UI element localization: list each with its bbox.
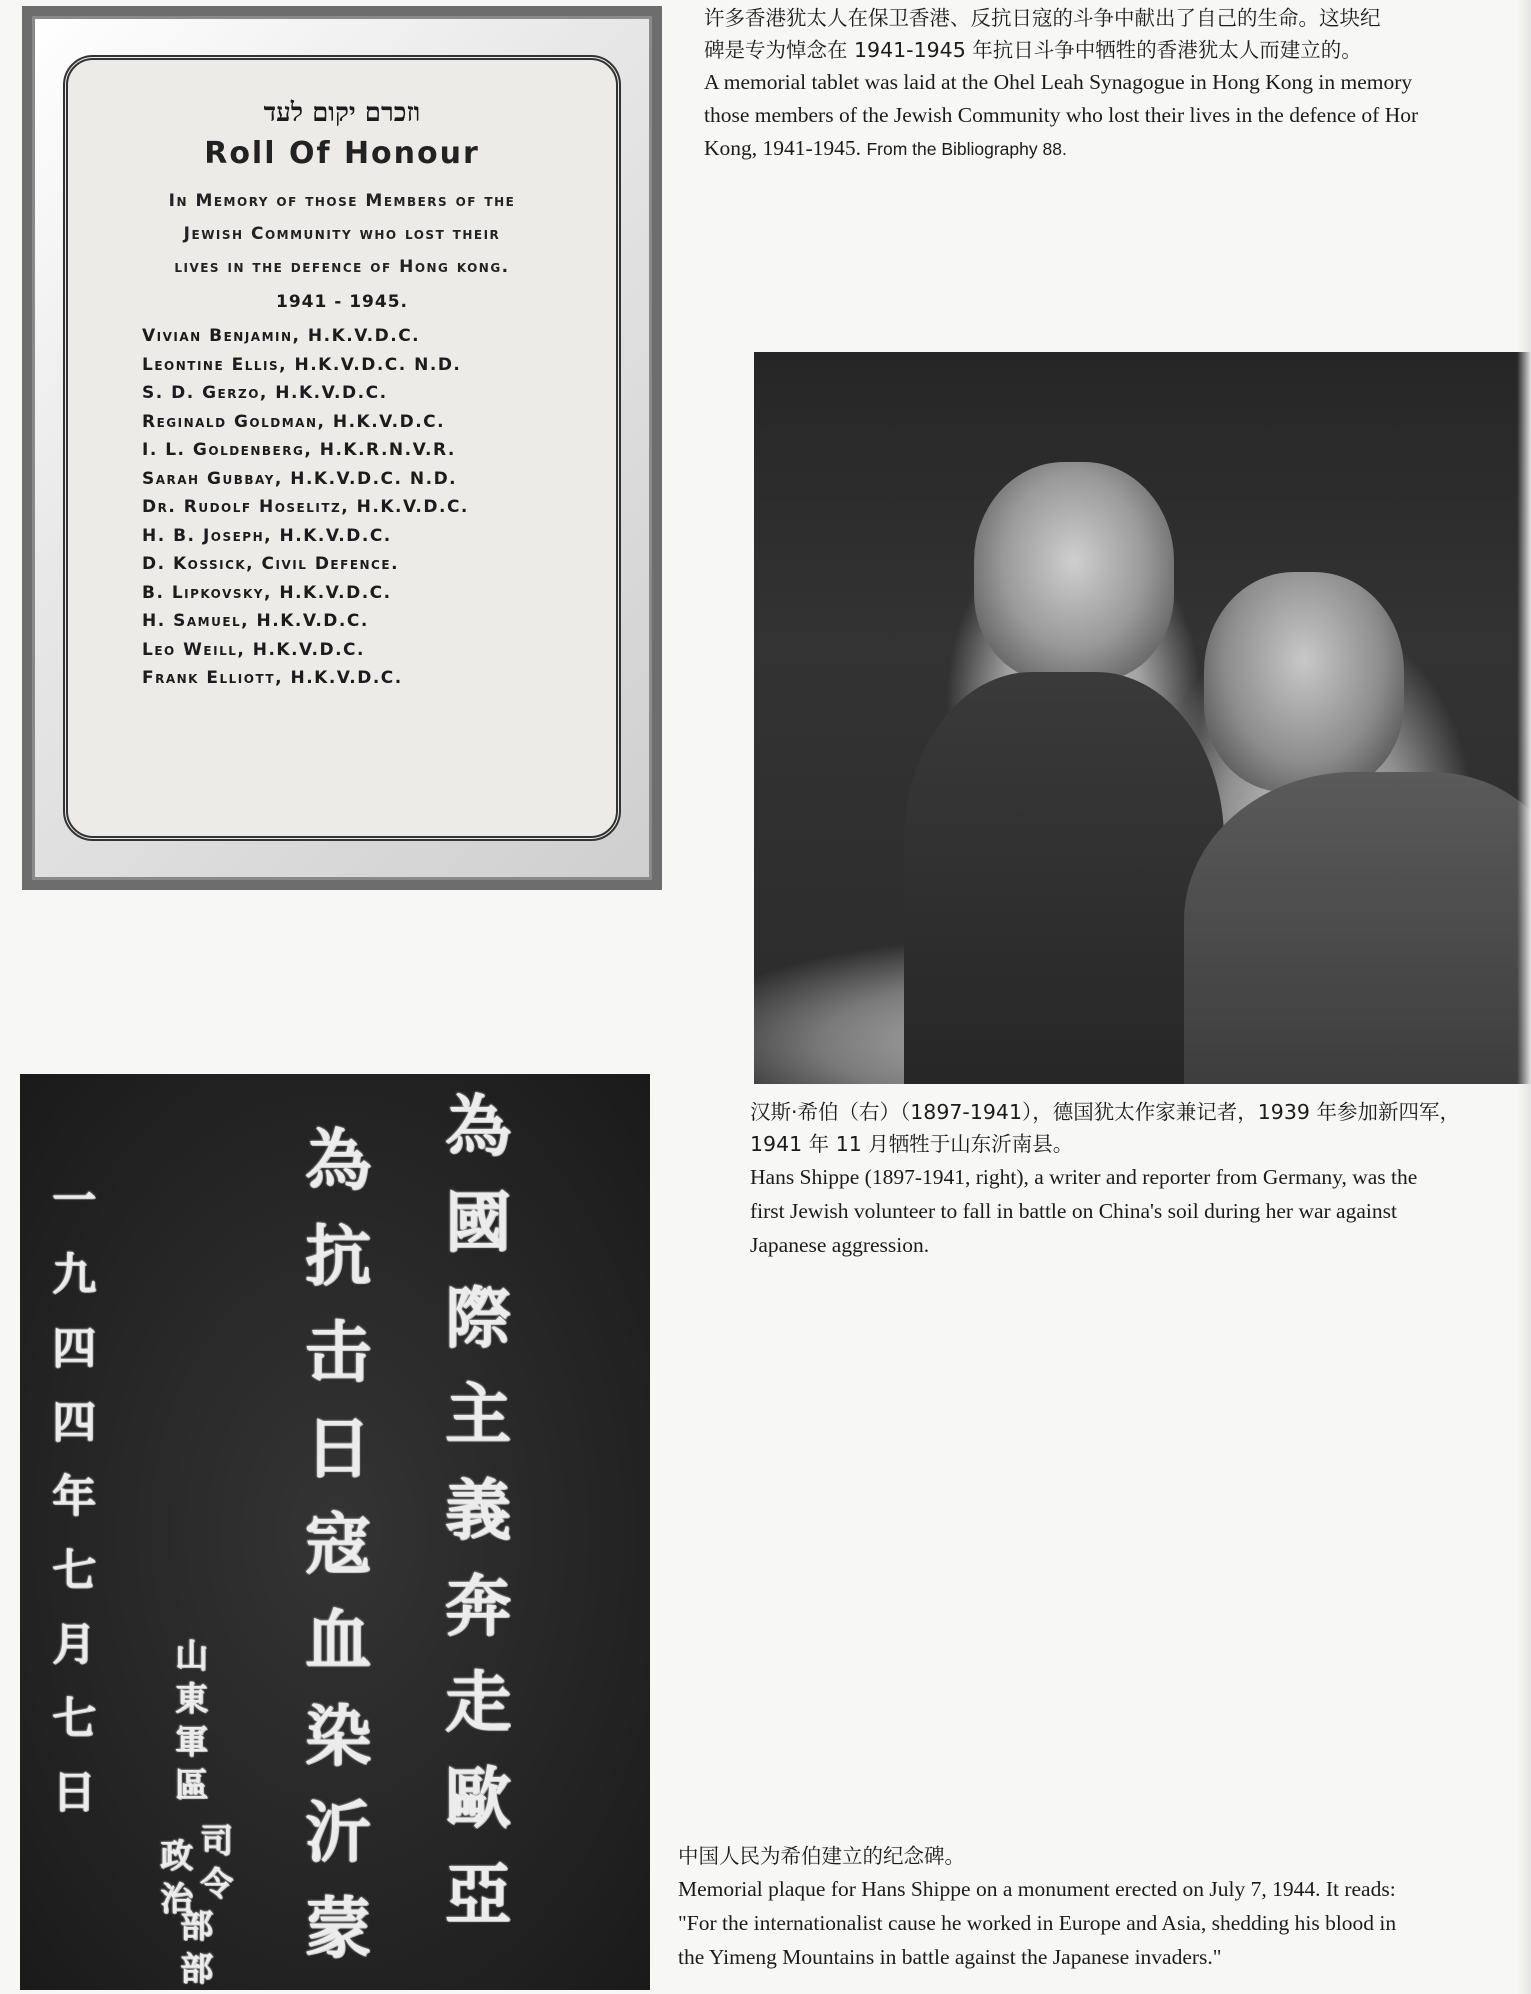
caption-english-line: A memorial tablet was laid at the Ohel Leah Synagogue in Hong Kong in memory: [704, 70, 1413, 94]
inscription-char: 年: [52, 1471, 96, 1522]
inscription-char: 染: [305, 1697, 371, 1775]
plaque-hebrew-inscription: וזכרם יקום לעד: [263, 98, 421, 128]
caption-english-line: those members of the Jewish Community who lost their lives in the defence of Hor: [704, 103, 1419, 127]
plaque-title: Roll Of Honour: [204, 136, 480, 171]
caption-english-line: "For the internationalist cause he worked in Europe and Asia, shedding his blood in: [678, 1911, 1397, 1935]
caption-chinese-line: 汉斯·希伯（右）（1897-1941），德国犹太作家兼记者，1939 年参加新四军，: [750, 1100, 1460, 1124]
photo-body-left: [904, 672, 1224, 1084]
plaque-name-list: [92, 322, 592, 693]
inscription-signature-column: [200, 1819, 233, 1905]
plaque-name: Leontine Ellis, H.K.V.D.C. N.D.: [142, 354, 462, 375]
plaque-name: Leo Weill, H.K.V.D.C.: [142, 639, 365, 660]
inscription-char: 日: [52, 1767, 96, 1818]
plaque-years: 1941 - 1945.: [276, 292, 408, 312]
plaque-dedication-line: lives in the defence of Hong kong.: [174, 257, 510, 277]
roll-of-honour-plaque-photo: [22, 6, 662, 890]
caption-english-text: Kong, 1941-1945.: [704, 136, 862, 160]
inscription-char: 走: [445, 1663, 511, 1741]
caption-english-line: Memorial plaque for Hans Shippe on a monument erected on July 7, 1944. It reads:: [678, 1877, 1396, 1901]
plaque-name: Dr. Rudolf Hoselitz, H.K.V.D.C.: [142, 497, 469, 517]
plaque-name: Sarah Gubbay, H.K.V.D.C. N.D.: [142, 468, 458, 489]
caption-english-line: Japanese aggression.: [750, 1233, 930, 1257]
caption-english-line: Hans Shippe (1897-1941, right), a writer and reporter from Germany, was the: [750, 1165, 1418, 1189]
plaque-name: Frank Elliott, H.K.V.D.C.: [142, 668, 403, 688]
inscription-char: 為: [445, 1087, 511, 1165]
inscription-char: 一: [52, 1175, 96, 1226]
plaque-panel: [63, 55, 621, 841]
inscription-char: 部: [180, 1949, 213, 1988]
inscription-char: 击: [305, 1313, 371, 1391]
caption-english-line: the Yimeng Mountains in battle against the Japanese invaders.": [678, 1945, 1222, 1969]
stone-caption: [678, 1840, 1531, 1974]
plaque-frame: [32, 16, 652, 880]
inscription-char: 九: [52, 1249, 96, 1300]
inscription-char: 區: [175, 1765, 208, 1804]
photo-figure-right: [1204, 572, 1404, 792]
caption-chinese-line: 许多香港犹太人在保卫香港、反抗日寇的斗争中献出了自己的生命。这块纪: [704, 6, 1381, 30]
inscription-char: 沂: [305, 1793, 371, 1871]
inscription-column-middle: [305, 1112, 371, 1976]
inscription-char: 軍: [175, 1722, 208, 1761]
photo-body-right: [1184, 772, 1531, 1084]
inscription-char: 七: [52, 1693, 96, 1744]
plaque-name: H. B. Joseph, H.K.V.D.C.: [142, 525, 392, 546]
caption-english-line: first Jewish volunteer to fall in battle on China's soil during her war against: [750, 1199, 1397, 1223]
photo-caption: [750, 1096, 1531, 1262]
inscription-char: 月: [52, 1619, 96, 1670]
inscription-char: 國: [445, 1183, 511, 1261]
plaque-name: D. Kossick, Civil Defence.: [142, 554, 400, 574]
inscription-char: 抗: [305, 1217, 371, 1295]
caption-chinese-line: 中国人民为希伯建立的纪念碑。: [678, 1844, 965, 1868]
plaque-name: B. Lipkovsky, H.K.V.D.C.: [142, 582, 392, 603]
inscription-char: 東: [175, 1679, 208, 1718]
memorial-stone-rubbing: [20, 1074, 650, 1990]
hans-shippe-photo: [754, 352, 1531, 1084]
inscription-date-column: [52, 1164, 96, 1830]
plaque-caption: [704, 2, 1531, 166]
plaque-name: H. Samuel, H.K.V.D.C.: [142, 611, 369, 631]
inscription-char: 司: [200, 1821, 233, 1860]
plaque-name: Reginald Goldman, H.K.V.D.C.: [142, 411, 446, 432]
caption-chinese-line: 1941 年 11 月牺牲于山东沂南县。: [750, 1132, 1074, 1156]
caption-chinese-line: 碑是专为悼念在 1941-1945 年抗日斗争中牺牲的香港犹太人而建立的。: [704, 38, 1362, 62]
inscription-char: 山: [175, 1636, 208, 1675]
plaque-name: Vivian Benjamin, H.K.V.D.C.: [142, 326, 421, 346]
inscription-char: 部: [180, 1906, 213, 1945]
inscription-char: 令: [200, 1864, 233, 1903]
inscription-char: 日: [305, 1409, 371, 1487]
inscription-char: 寇: [305, 1505, 371, 1583]
inscription-signature-column: [180, 1904, 213, 1990]
caption-english-line: [704, 132, 1531, 166]
inscription-signature-column: [175, 1634, 208, 1806]
inscription-char: 際: [445, 1279, 511, 1357]
inscription-column-right: [445, 1078, 511, 1942]
caption-source-note: From the Bibliography 88.: [866, 139, 1067, 159]
inscription-char: 奔: [445, 1567, 511, 1645]
plaque-name: S. D. Gerzo, H.K.V.D.C.: [142, 383, 388, 403]
plaque-name: I. L. Goldenberg, H.K.R.N.V.R.: [142, 440, 456, 460]
inscription-char: 亞: [445, 1855, 511, 1933]
inscription-char: 治: [160, 1879, 193, 1918]
inscription-char: 血: [305, 1601, 371, 1679]
inscription-char: 四: [52, 1323, 96, 1374]
plaque-dedication-line: In Memory of those Members of the: [168, 191, 516, 211]
photo-figure-left: [974, 462, 1174, 682]
inscription-char: 蒙: [305, 1889, 371, 1967]
inscription-char: 義: [445, 1471, 511, 1549]
plaque-dedication-line: Jewish Community who lost their: [183, 224, 501, 244]
inscription-char: 政: [160, 1836, 193, 1875]
inscription-char: 七: [52, 1545, 96, 1596]
inscription-char: 四: [52, 1397, 96, 1448]
page-edge-shadow: [1517, 0, 1531, 1994]
inscription-char: 主: [445, 1375, 511, 1453]
inscription-char: 為: [305, 1121, 371, 1199]
inscription-char: 歐: [445, 1759, 511, 1837]
